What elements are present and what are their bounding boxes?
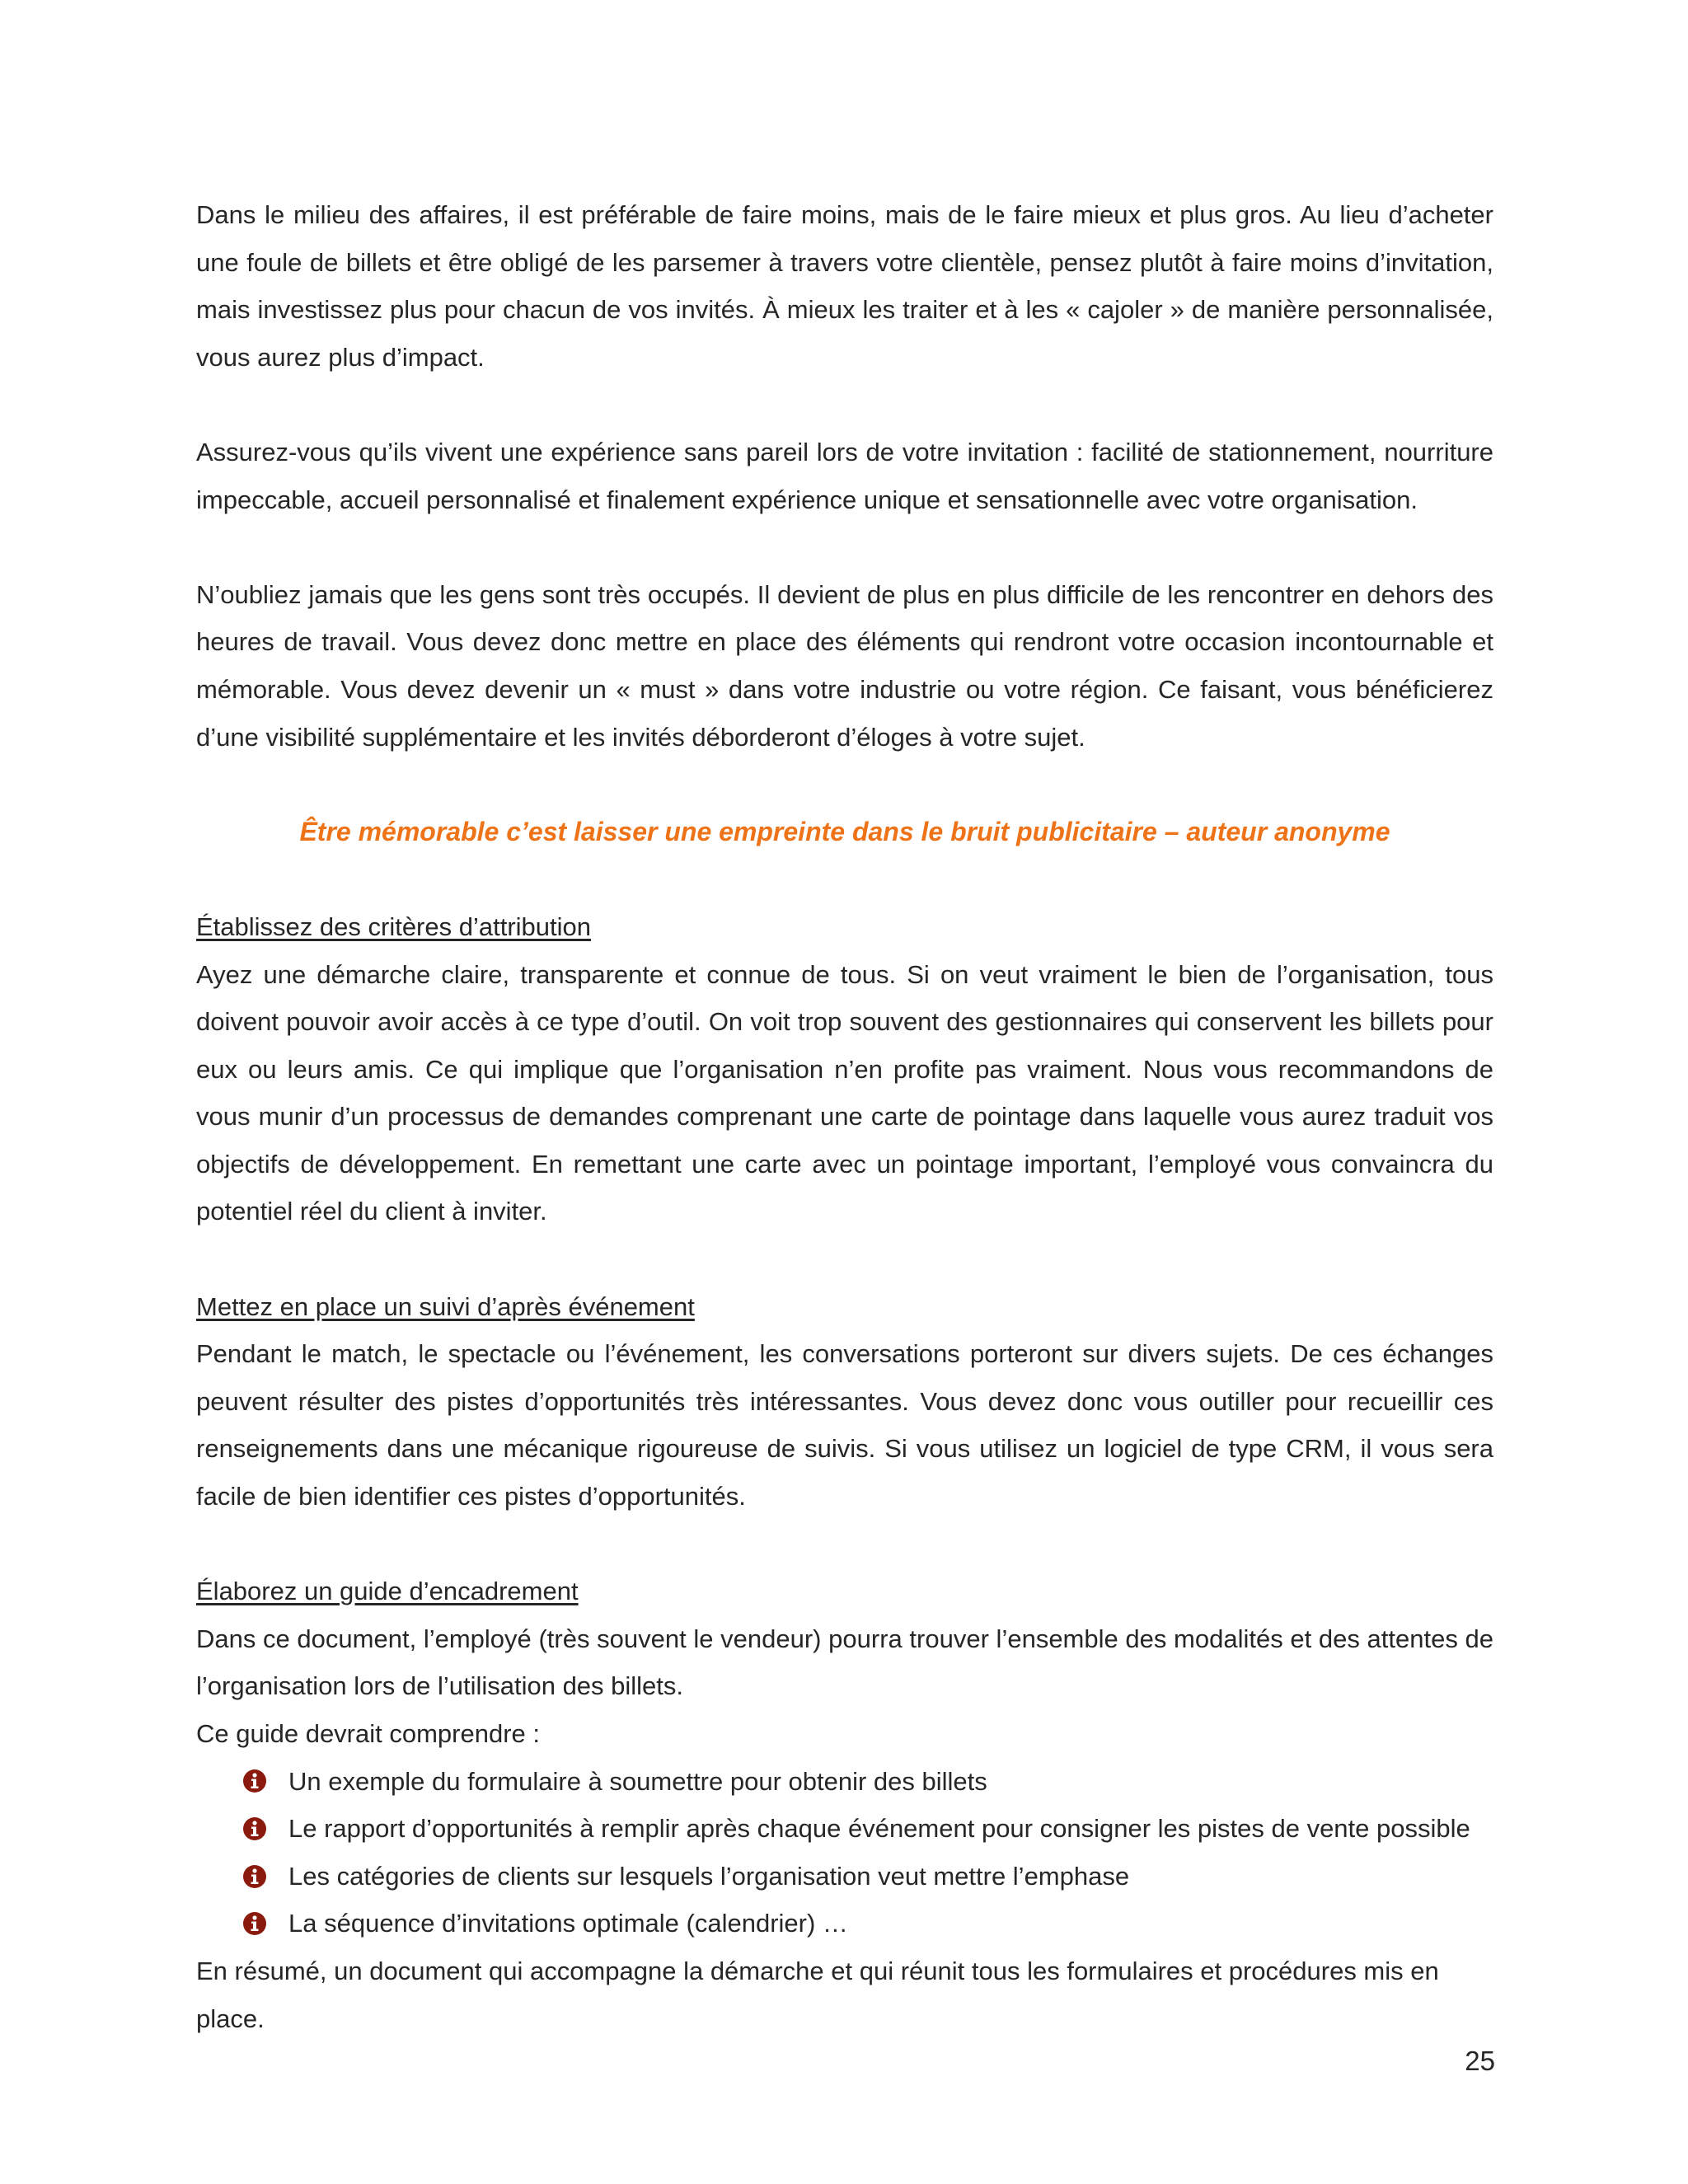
list-item-text: La séquence d’invitations optimale (calendrier) … xyxy=(288,1909,848,1938)
section-heading-guide: Élaborez un guide d’encadrement xyxy=(196,1577,579,1606)
section-heading-followup: Mettez en place un suivi d’après événement xyxy=(196,1291,695,1321)
section-body-guide: Dans ce document, l’employé (très souvent le vendeur) pourra trouver l’ensemble des modalités et des attentes de l’organisation lors de l’utilisation des billets. xyxy=(196,1624,1493,1701)
spacer xyxy=(196,855,1493,903)
list-item-text: Un exemple du formulaire à soumettre pour obtenir des billets xyxy=(288,1766,987,1796)
list-item xyxy=(242,1900,1493,1947)
spacer xyxy=(196,1521,1493,1568)
document-page xyxy=(196,191,1493,2042)
list-item-text: Le rapport d’opportunités à remplir après chaque événement pour consigner les pistes de vente possible xyxy=(288,1814,1470,1844)
guide-bullet-list xyxy=(196,1758,1493,1947)
paragraph-memorable-event: N’oubliez jamais que les gens sont très occupés. Il devient de plus en plus difficile de les rencontrer en dehors des heures de travail. Vous devez donc mettre en place des éléments qui rendront votre occasion incontournable et mémorable. Vous devez devenir un « must » dans votre industrie ou votre région. Ce faisant, vous bénéficierez d’une visibilité supplémentaire et les invités déborderont d’éloges à votre sujet. xyxy=(196,579,1493,752)
page-number: 25 xyxy=(1465,2046,1495,2076)
info-circle-icon xyxy=(242,1769,267,1793)
info-circle-icon xyxy=(242,1911,267,1936)
spacer xyxy=(196,1235,1493,1283)
info-circle-icon xyxy=(242,1816,267,1841)
spacer xyxy=(196,381,1493,429)
paragraph-guest-experience: Assurez-vous qu’ils vivent une expérience sans pareil lors de votre invitation : facilité de stationnement, nourriture impeccable, accueil personnalisé et finalement expérience unique et sensationnelle avec votre organisation. xyxy=(196,437,1493,514)
paragraph-business-approach: Dans le milieu des affaires, il est préférable de faire moins, mais de le faire mieux et plus gros. Au lieu d’acheter une foule de billets et être obligé de les parsemer à travers votre clientèle, pensez plutôt à faire moins d’invitation, mais investissez plus pour chacun de vos invités. À mieux les traiter et à les « cajoler » de manière personnalisée, vous aurez plus d’impact. xyxy=(196,200,1493,372)
section-heading-criteria: Établissez des critères d’attribution xyxy=(196,912,592,941)
highlighted-quote: Être mémorable c’est laisser une empreinte dans le bruit publicitaire – auteur anonyme xyxy=(299,816,1390,846)
section-body-followup: Pendant le match, le spectacle ou l’événement, les conversations porteront sur divers sujets. De ces échanges peuvent résulter des pistes d’opportunités très intéressantes. Vous devez donc vous outiller pour recueillir ces renseignements dans une mécanique rigoureuse de suivis. Si vous utilisez un logiciel de type CRM, il vous sera facile de bien identifier ces pistes d’opportunités. xyxy=(196,1339,1493,1511)
spacer xyxy=(196,761,1493,808)
guide-summary: En résumé, un document qui accompagne la démarche et qui réunit tous les formulaires et procédures mis en place. xyxy=(196,1956,1439,2033)
guide-list-intro: Ce guide devrait comprendre : xyxy=(196,1719,541,1748)
section-body-criteria: Ayez une démarche claire, transparente et connue de tous. Si on veut vraiment le bien de l’organisation, tous doivent pouvoir avoir accès à ce type d’outil. On voit trop souvent des gestionnaires qui conservent les billets pour eux ou leurs amis. Ce qui implique que l’organisation n’en profite pas vraiment. Nous vous recommandons de vous munir d’un processus de demandes comprenant une carte de pointage dans laquelle vous aurez traduit vos objectifs de développement. En remettant une carte avec un pointage important, l’employé vous convaincra du potentiel réel du client à inviter. xyxy=(196,959,1493,1226)
list-item-text: Les catégories de clients sur lesquels l’organisation veut mettre l’emphase xyxy=(288,1861,1130,1891)
list-item xyxy=(242,1758,1493,1806)
info-circle-icon xyxy=(242,1864,267,1889)
spacer xyxy=(196,523,1493,571)
list-item xyxy=(242,1853,1493,1900)
list-item xyxy=(242,1805,1493,1853)
